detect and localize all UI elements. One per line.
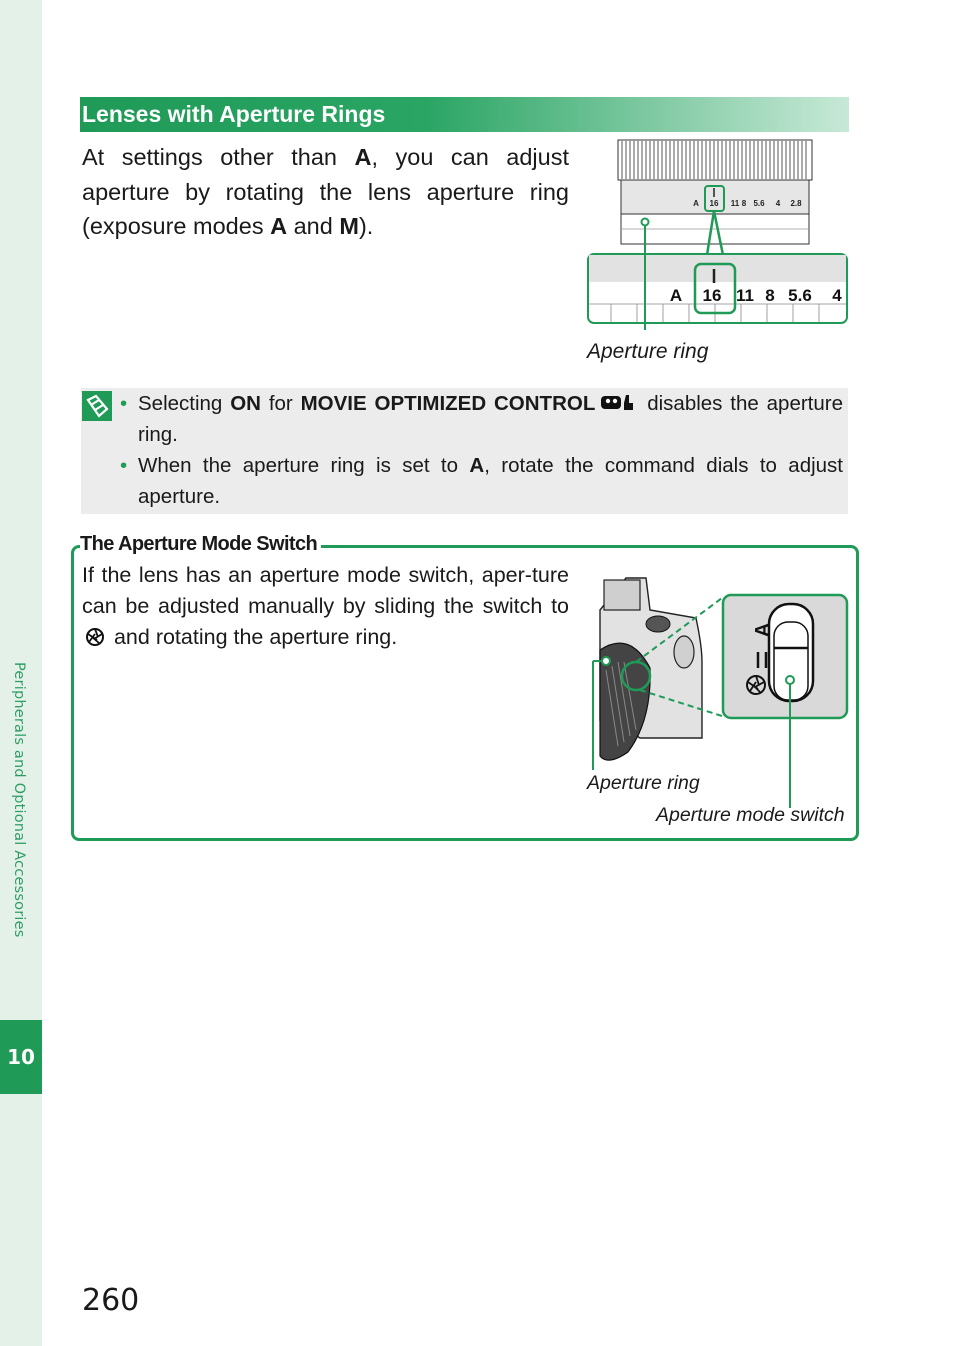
aperture-icon	[85, 627, 105, 647]
small-scale-label: 5.6	[753, 199, 765, 208]
chapter-number-tab[interactable]: 10	[0, 1020, 42, 1094]
box-paragraph: If the lens has an aperture mode switch, aper-ture can be adjusted manually by sliding the switch to and rotating the aperture ring.	[82, 563, 569, 649]
movie-camera-icon	[599, 391, 639, 413]
aperture-mode-switch-caption: Aperture mode switch	[656, 804, 845, 826]
small-scale-label: 16	[709, 199, 719, 208]
large-scale-label: 5.6	[788, 286, 812, 305]
page-number: 260	[82, 1283, 140, 1318]
large-scale-label: 16	[702, 286, 722, 305]
aperture-ring-illustration	[585, 138, 850, 330]
large-scale-label: 8	[765, 286, 775, 305]
large-scale-label: 11	[736, 286, 754, 305]
large-scale-label: 4	[832, 286, 842, 305]
aperture-ring-caption: Aperture ring	[587, 340, 709, 363]
grip-ridges	[622, 141, 806, 179]
small-scale-label: 4	[775, 199, 781, 208]
small-scale-label: 2.8	[790, 199, 802, 208]
camera-aperture-ring-caption: Aperture ring	[587, 772, 700, 794]
small-scale-label: 11	[730, 199, 740, 208]
note-item: • Selecting ON for MOVIE OPTIMIZED CONTROL disables the aperture ring.	[118, 388, 843, 450]
note-list	[118, 388, 843, 512]
note-pencil-icon	[82, 391, 112, 421]
section-title: Lenses with Aperture Rings	[82, 101, 386, 127]
switch-label-a: A	[752, 622, 774, 638]
large-scale-label: A	[669, 286, 683, 305]
intro-paragraph: At settings other than A, you can adjust aperture by rotating the lens aperture ring (exposure modes A and M).	[82, 144, 570, 239]
small-scale-label: 8	[741, 199, 747, 208]
note-item: • When the aperture ring is set to A, rotate the command dials to adjust aperture.	[118, 450, 843, 512]
small-scale-label: A	[693, 199, 699, 208]
box-title: The Aperture Mode Switch	[80, 530, 321, 558]
